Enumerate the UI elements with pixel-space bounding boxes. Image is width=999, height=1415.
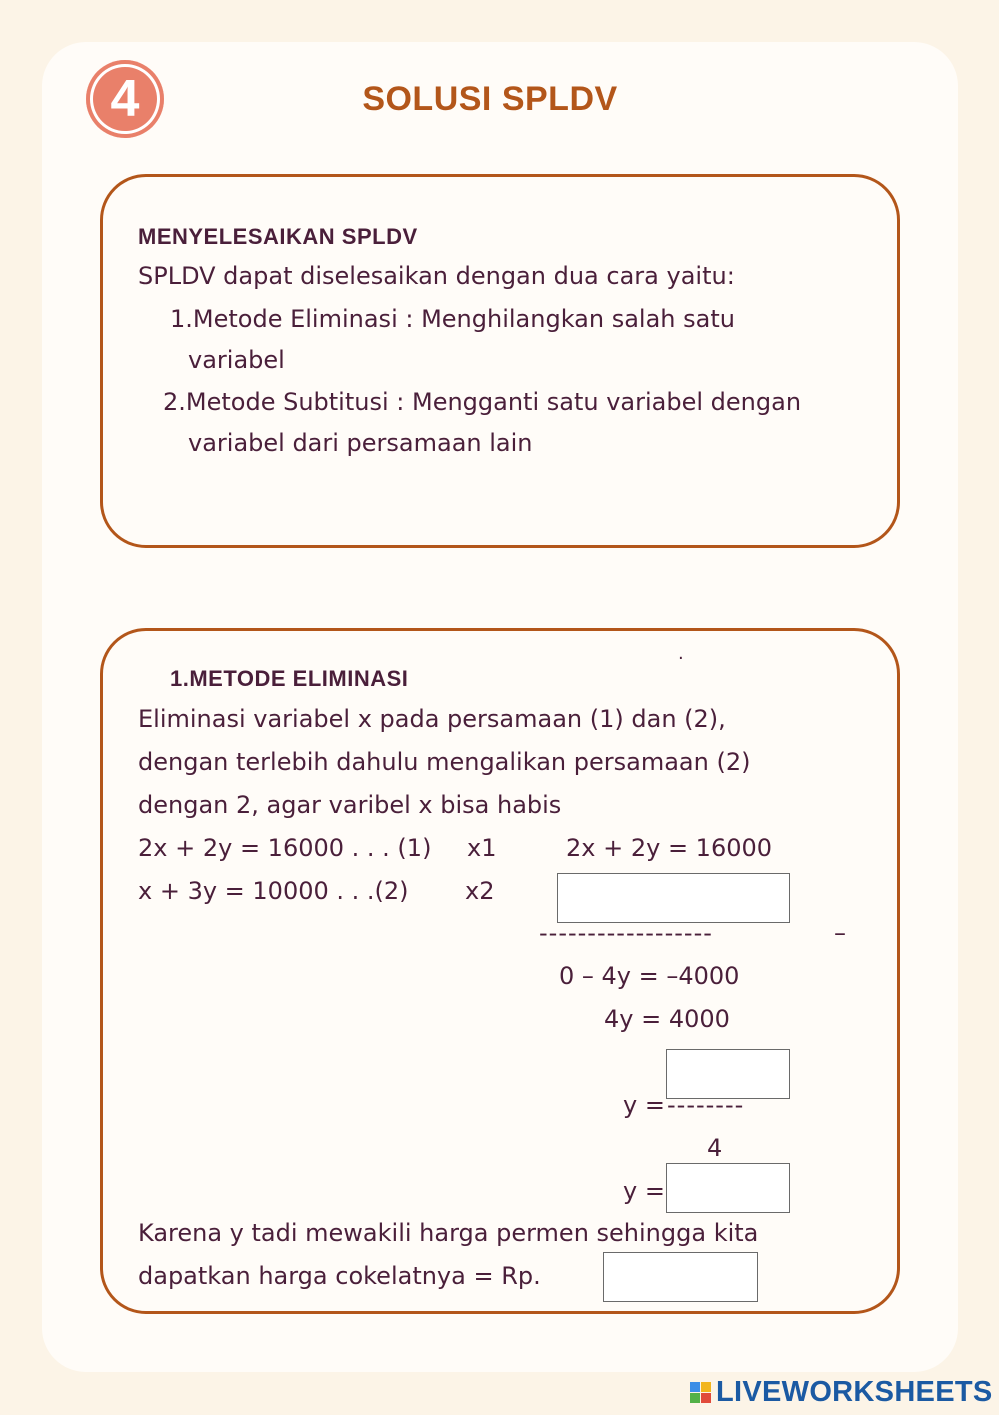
y-value-answer-box[interactable] [666, 1163, 790, 1213]
multiplier-1: x1 [467, 834, 497, 862]
intro-line: 1.Metode Eliminasi : Menghilangkan salah satu [170, 305, 735, 333]
badge-number: 4 [110, 70, 140, 128]
intro-line: 2.Metode Subtitusi : Mengganti satu variabel dengan [163, 388, 802, 416]
equation-2-answer-box[interactable] [557, 873, 790, 923]
description-line: dengan 2, agar varibel x bisa habis [138, 791, 562, 819]
multiplier-2: x2 [465, 877, 495, 905]
stray-dot: · [678, 648, 684, 669]
chocolate-price-answer-box[interactable] [603, 1252, 758, 1302]
page-title: SOLUSI SPLDV [362, 80, 618, 118]
y-label: y = [623, 1091, 665, 1119]
description-line: dengan terlebih dahulu mengalikan persamaan (2) [138, 748, 751, 776]
step-2: 4y = 4000 [604, 1005, 730, 1033]
elimination-heading: 1.METODE ELIMINASI [170, 666, 409, 691]
minus-sign: – [834, 919, 846, 947]
liveworksheets-watermark [690, 1376, 993, 1408]
equation-1: 2x + 2y = 16000 . . . (1) [138, 834, 432, 862]
watermark-text: LIVEWORKSHEETS [716, 1375, 993, 1408]
conclusion-line: Karena y tadi mewakili harga permen sehingga kita [138, 1219, 759, 1247]
step-1: 0 – 4y = –4000 [559, 962, 740, 990]
intro-line: variabel dari persamaan lain [188, 429, 533, 457]
y-label-result: y = [623, 1177, 665, 1205]
equation-1-result: 2x + 2y = 16000 [566, 834, 773, 862]
fraction-bar: -------- [667, 1091, 745, 1119]
denominator: 4 [707, 1134, 723, 1162]
equation-2: x + 3y = 10000 . . .(2) [138, 877, 409, 905]
liveworksheets-logo-icon [690, 1382, 711, 1403]
description-line: Eliminasi variabel x pada persamaan (1) dan (2), [138, 705, 726, 733]
intro-line: SPLDV dapat diselesaikan dengan dua cara yaitu: [138, 262, 735, 290]
intro-heading: MENYELESAIKAN SPLDV [138, 224, 418, 249]
subtraction-line: ------------------ [539, 919, 713, 947]
conclusion-line: dapatkan harga cokelatnya = Rp. [138, 1262, 541, 1290]
section-number-badge [86, 60, 164, 138]
intro-line: variabel [188, 346, 285, 374]
